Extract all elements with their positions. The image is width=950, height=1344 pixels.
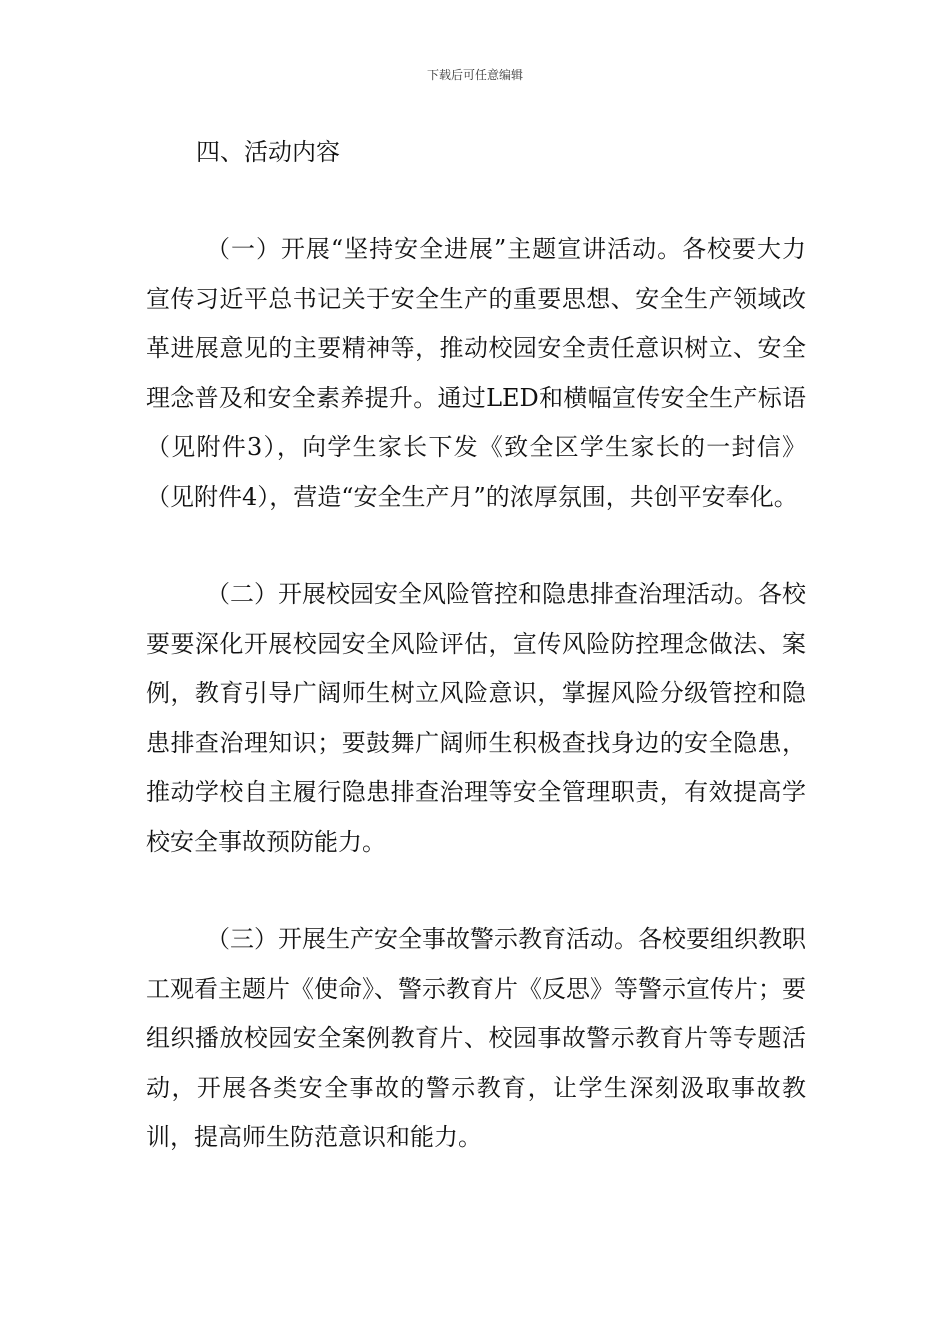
paragraph-3: （三）开展生产安全事故警示教育活动。各校要组织教职工观看主题片《使命》、警示教育片《反思》等警示宣传片；要组织播放校园安全案例教育片、校园事故警示教育片等专题活动，开展各类安全事故的警示教育，让学生深刻汲取事故教训，提高师生防范意识和能力。 — [146, 925, 806, 1151]
section-heading: 四、活动内容 — [196, 138, 340, 166]
paragraph-2: （二）开展校园安全风险管控和隐患排查治理活动。各校要要深化开展校园安全风险评估，宣传风险防控理念做法、案例，教育引导广阔师生树立风险意识，掌握风险分级管控和隐患排查治理知识；要鼓舞广阔师生积极查找身边的安全隐患，推动学校自主履行隐患排查治理等安全管理职责，有效提高学校安全事故预防能力。 — [146, 580, 806, 856]
header-note: 下载后可任意编辑 — [426, 68, 523, 82]
paragraph-1: （一）开展“坚持安全进展”主题宣讲活动。各校要大力宣传习近平总书记关于安全生产的重要思想、安全生产领域改革进展意见的主要精神等，推动校园安全责任意识树立、安全理念普及和安全素养提升。通过LED和横幅宣传安全生产标语（见附件3），向学生家长下发《致全区学生家长的一封信》（见附件4），营造“安全生产月”的浓厚氛围，共创平安奉化。 — [146, 235, 806, 511]
document-body — [146, 128, 806, 1163]
